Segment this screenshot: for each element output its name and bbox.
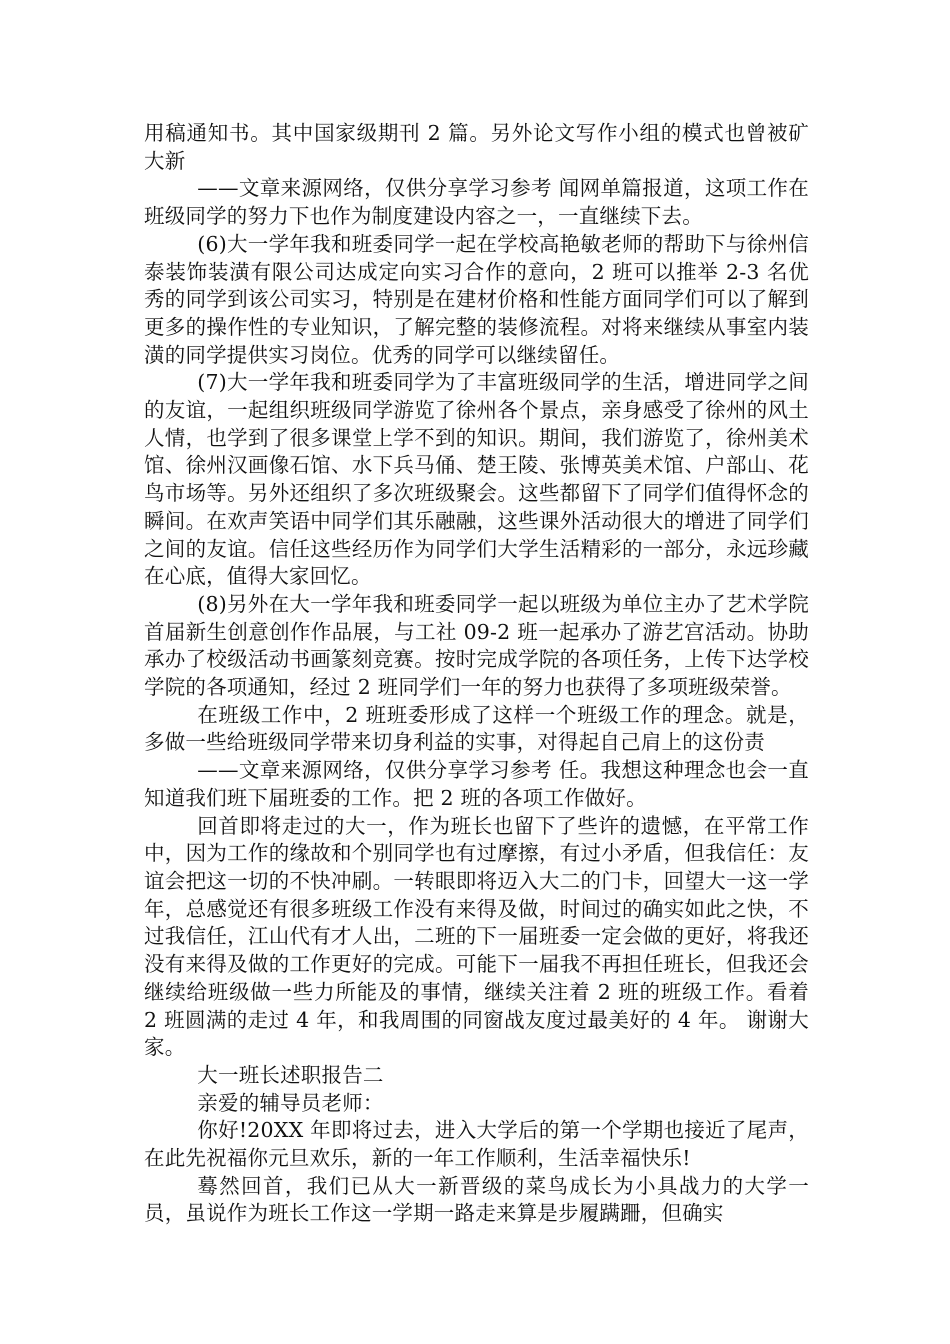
paragraph-5: (8)另外在大一学年我和班委同学一起以班级为单位主办了艺术学院首届新生创意创作作品展，与工社 09-2 班一起承办了游艺宫活动。协助承办了校级活动书画篆刻竞赛。按时完成学院的各项任务，上传下达学校学院的各项通知，经过 2 班同学们一年的努力也获得了多项班级荣誉。 [144,591,809,700]
paragraph-3: (6)大一学年我和班委同学一起在学校高艳敏老师的帮助下与徐州信泰装饰装潢有限公司达成定向实习合作的意向，2 班可以推举 2-3 名优秀的同学到该公司实习，特别是在建材价格和性能方面同学们可以了解到更多的操作性的专业知识，了解完整的装修流程。对将来继续从事室内装潢的同学提供实习岗位。优秀的同学可以继续留任。 [144,231,809,367]
paragraph-2: ——文章来源网络，仅供分享学习参考 闻网单篇报道，这项工作在班级同学的努力下也作为制度建设内容之一，一直继续下去。 [144,176,809,229]
document-body [144,120,809,1228]
paragraph-4: (7)大一学年我和班委同学为了丰富班级同学的生活，增进同学之间的友谊，一起组织班级同学游览了徐州各个景点，亲身感受了徐州的风土人情，也学到了很多课堂上学不到的知识。期间，我们游览了，徐州美术馆、徐州汉画像石馆、水下兵马俑、楚王陵、张博英美术馆、户部山、花鸟市场等。另外还组织了多次班级聚会。这些都留下了同学们值得怀念的瞬间。在欢声笑语中同学们其乐融融，这些课外活动很大的增进了同学们之间的友谊。信任这些经历作为同学们大学生活精彩的一部分，永远珍藏在心底，值得大家回忆。 [144,370,809,589]
paragraph-8: 回首即将走过的大一，作为班长也留下了些许的遗憾，在平常工作中，因为工作的缘故和个别同学也有过摩擦，有过小矛盾，但我信任：友谊会把这一切的不快冲刷。一转眼即将迈入大二的门卡，回望大一这一学年，总感觉还有很多班级工作没有来得及做，时间过的确实如此之快，不过我信任，江山代有才人出，二班的下一届班委一定会做的更好，将我还没有来得及做的工作更好的完成。可能下一届我不再担任班长，但我还会继续给班级做一些力所能及的事情，继续关注着 2 班的班级工作。看着 2 班圆满的走过 4 年，和我周围的同窗战友度过最美好的 4 年。 谢谢大家。 [144,813,809,1060]
paragraph-11: 你好!20XX 年即将过去，进入大学后的第一个学期也接近了尾声，在此先祝福你元旦欢乐，新的一年工作顺利，生活幸福快乐! [144,1118,809,1171]
paragraph-7: ——文章来源网络，仅供分享学习参考 任。我想这种理念也会一直知道我们班下届班委的工作。把 2 班的各项工作做好。 [144,758,809,810]
paragraph-12: 蓦然回首，我们已从大一新晋级的菜鸟成长为小具战力的大学一员，虽说作为班长工作这一学期一路走来算是步履蹒跚，但确实 [144,1173,809,1226]
paragraph-6: 在班级工作中，2 班班委形成了这样一个班级工作的理念。就是，多做一些给班级同学带来切身利益的实事，对得起自己肩上的这份责 [144,702,809,755]
salutation: 亲爱的辅导员老师： [197,1090,384,1115]
section-title: 大一班长述职报告二 [197,1062,384,1087]
paragraph-1: 用稿通知书。其中国家级期刊 2 篇。另外论文写作小组的模式也曾被矿大新 [144,121,809,173]
